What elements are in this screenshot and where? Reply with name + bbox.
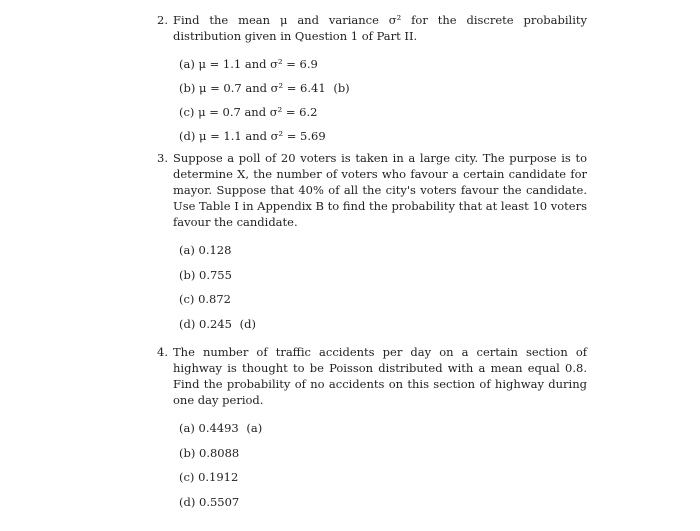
option-label: (d) — [179, 129, 196, 143]
question-body: Suppose a poll of 20 voters is taken in a large city. The purpose is to determine X, the number of voters who favour a certain candidate for mayor. Suppose that 40% of all the city's voters favour the candidate. Use Table I in Appendix B to find the probability that at least 10 voters favour the candidate. — [173, 151, 587, 229]
question-4 — [157, 344, 587, 518]
option-text: μ = 0.7 and σ² = 6.2 — [198, 105, 318, 119]
option-label: (d) — [179, 316, 196, 331]
option-text: 0.872 — [198, 292, 232, 306]
answer-options — [157, 56, 587, 152]
option-a — [179, 242, 587, 267]
option-b — [179, 445, 587, 470]
option-c — [179, 104, 587, 128]
question-body: The number of traffic accidents per day on a certain section of highway is thought to be Poisson distributed with a mean equal 0.8. Find the probability of no accidents on this section of highway during one day period. — [173, 345, 587, 407]
question-2 — [157, 12, 587, 152]
option-d — [179, 494, 587, 519]
option-label: (b) — [179, 81, 196, 95]
option-text: 0.128 — [198, 243, 232, 257]
option-text: μ = 1.1 and σ² = 5.69 — [199, 129, 326, 143]
option-b — [179, 267, 587, 292]
question-text — [157, 12, 587, 44]
question-number: 2. — [157, 13, 168, 27]
question-text — [157, 344, 587, 408]
option-label: (b) — [179, 267, 196, 282]
question-number: 4. — [157, 345, 168, 359]
option-label: (a) — [179, 57, 195, 71]
option-label: (c) — [179, 292, 195, 306]
option-text: 0.8088 — [199, 445, 240, 460]
option-text: 0.5507 — [199, 494, 240, 509]
option-label: (d) — [179, 494, 196, 509]
option-label: (a) — [179, 243, 195, 257]
question-number: 3. — [157, 151, 168, 165]
answer-marker: (b) — [333, 81, 350, 95]
option-d — [179, 316, 587, 341]
option-text: 0.1912 — [198, 470, 239, 484]
option-text: 0.245 — [199, 316, 232, 331]
option-label: (a) — [179, 421, 195, 435]
answer-options — [157, 242, 587, 340]
question-body: Find the mean μ and variance σ² for the discrete probability distribution given in Question 1 of Part II. — [173, 13, 587, 43]
option-c — [179, 469, 587, 494]
option-c — [179, 291, 587, 316]
option-label: (c) — [179, 105, 195, 119]
option-text: 0.755 — [199, 267, 232, 282]
answer-marker: (a) — [246, 421, 263, 435]
option-text: μ = 1.1 and σ² = 6.9 — [198, 57, 318, 71]
option-a — [179, 420, 587, 445]
option-d — [179, 128, 587, 152]
question-text — [157, 150, 587, 230]
option-a — [179, 56, 587, 80]
option-label: (c) — [179, 470, 195, 484]
option-text: μ = 0.7 and σ² = 6.41 — [199, 81, 326, 95]
option-text: 0.4493 — [198, 421, 239, 435]
question-3 — [157, 150, 587, 340]
answer-marker: (d) — [239, 316, 256, 331]
option-b — [179, 80, 587, 104]
answer-options — [157, 420, 587, 518]
option-label: (b) — [179, 445, 196, 460]
